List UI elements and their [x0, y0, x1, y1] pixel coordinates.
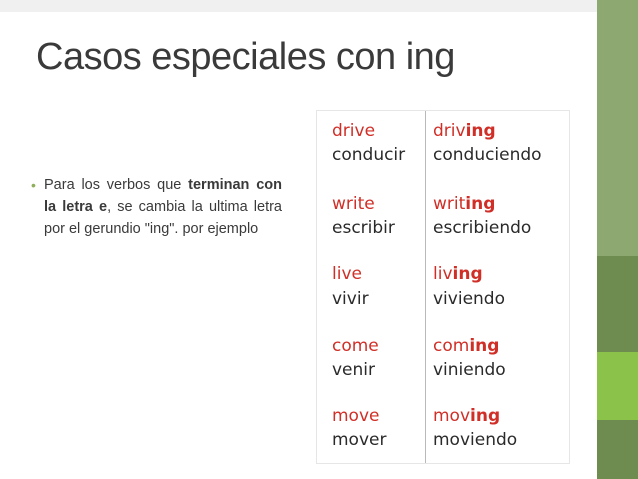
top-strip [0, 0, 597, 12]
bullet-text [31, 174, 282, 240]
spanish-verb: venir [332, 360, 376, 380]
gerund-stem: writ [433, 194, 466, 214]
bullet-part1: Para los verbos que [44, 177, 189, 193]
side-bar-segment [597, 420, 638, 479]
english-verb: come [332, 336, 379, 356]
spanish-verb: escribir [332, 218, 395, 238]
side-bar-segment-highlight [597, 352, 638, 420]
bullet-bold: terminan con la letra e [44, 177, 282, 215]
spanish-verb: mover [332, 430, 387, 450]
gerund-suffix: ing [470, 406, 501, 426]
slide-title: Casos especiales con ing [36, 36, 455, 78]
gerund-suffix: ing [465, 194, 496, 214]
side-bar-segment [597, 256, 638, 352]
english-verb: write [332, 194, 375, 214]
gerund-stem: com [433, 336, 470, 356]
english-gerund [433, 335, 499, 357]
bullet-part2: , se cambia la ultima letra por el gerundio "ing". por ejemplo [44, 199, 282, 237]
spanish-verb: vivir [332, 289, 369, 309]
spanish-verb: conducir [332, 145, 406, 165]
english-gerund [433, 263, 483, 285]
column-divider [425, 111, 426, 463]
gerund-suffix: ing [465, 121, 496, 141]
gerund-suffix: ing [452, 264, 483, 284]
english-gerund [433, 193, 495, 215]
spanish-gerund: escribiendo [433, 218, 532, 238]
side-bar-segment [597, 0, 638, 256]
gerund-suffix: ing [469, 336, 500, 356]
side-decoration-bar [597, 0, 638, 479]
gerund-stem: liv [433, 264, 453, 284]
english-verb: move [332, 406, 380, 426]
english-verb: drive [332, 121, 376, 141]
gerund-stem: mov [433, 406, 471, 426]
spanish-gerund: conduciendo [433, 145, 542, 165]
english-verb: live [332, 264, 362, 284]
english-gerund [433, 405, 500, 427]
gerund-stem: driv [433, 121, 466, 141]
bullet-dot-icon: • [31, 177, 36, 193]
spanish-gerund: viniendo [433, 360, 506, 380]
spanish-gerund: moviendo [433, 430, 518, 450]
english-gerund [433, 120, 496, 142]
spanish-gerund: viviendo [433, 289, 505, 309]
verb-table [316, 110, 570, 464]
